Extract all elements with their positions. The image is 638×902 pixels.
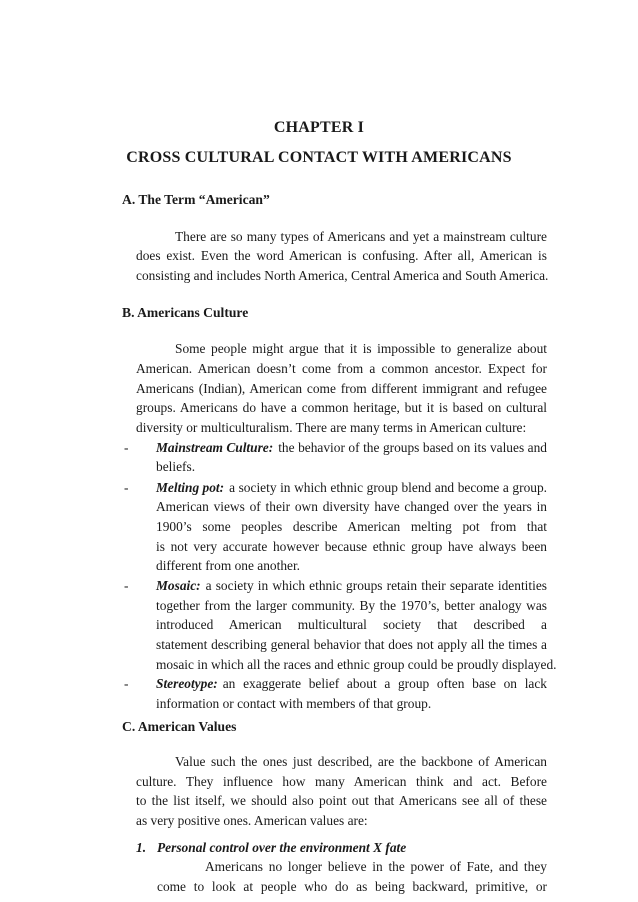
section-c-line-3: to the list itself, we should also point out that Americans see all of these bbox=[136, 793, 547, 808]
bullet-continuation: beliefs. bbox=[156, 459, 196, 474]
bullet-text: a society in which ethnic groups retain their separate identities bbox=[205, 578, 547, 593]
value-item-line-1: Americans no longer believe in the power of Fate, and they bbox=[205, 859, 547, 874]
bullet-stereotype bbox=[156, 674, 547, 694]
bullet-dash: - bbox=[124, 676, 129, 691]
section-c-line-4: as very positive ones. American values are: bbox=[136, 813, 368, 828]
bullet-text: a society in which ethnic group blend and become a group. bbox=[229, 480, 547, 495]
term-melting-pot: Melting pot: bbox=[156, 480, 225, 495]
bullet-continuation: together from the larger community. By the 1970’s, better analogy was bbox=[156, 598, 547, 613]
bullet-mosaic bbox=[156, 576, 547, 596]
section-a-line-3: consisting and includes North America, Central America and South America. bbox=[136, 268, 549, 283]
bullet-continuation: American views of their own diversity have changed over the years in bbox=[156, 499, 547, 514]
bullet-continuation: information or contact with members of that group. bbox=[156, 696, 432, 711]
bullet-dash: - bbox=[124, 578, 129, 593]
bullet-dash: - bbox=[124, 440, 129, 455]
term-mainstream-culture: Mainstream Culture: bbox=[156, 440, 274, 455]
section-c-line-2: culture. They influence how many American think and act. Before bbox=[136, 774, 547, 789]
bullet-melting-pot bbox=[156, 478, 547, 498]
chapter-number: CHAPTER I bbox=[273, 119, 365, 136]
term-mosaic: Mosaic: bbox=[156, 578, 201, 593]
section-a-heading: A. The Term “American” bbox=[122, 192, 270, 207]
bullet-text: the behavior of the groups based on its values and bbox=[278, 440, 547, 455]
bullet-continuation: 1900’s some peoples describe American melting pot from that bbox=[156, 519, 547, 534]
value-item-title: Personal control over the environment X fate bbox=[157, 840, 407, 855]
bullet-text: an exaggerate belief about a group often base on lack bbox=[222, 676, 547, 691]
bullet-continuation: different from one another. bbox=[156, 558, 301, 573]
section-b-line-4: groups. Americans do have a common heritage, but it is based on cultural bbox=[136, 400, 547, 415]
value-item-number: 1. bbox=[136, 840, 147, 855]
term-stereotype: Stereotype: bbox=[156, 676, 218, 691]
section-c-line-1: Value such the ones just described, are the backbone of American bbox=[175, 754, 547, 769]
section-b-line-5: diversity or multiculturalism. There are many terms in American culture: bbox=[136, 420, 527, 435]
section-b-heading: B. Americans Culture bbox=[122, 305, 249, 320]
section-b-line-1: Some people might argue that it is impossible to generalize about bbox=[175, 341, 547, 356]
bullet-continuation: is not very accurate however because ethnic group have always been bbox=[156, 539, 547, 554]
bullet-mainstream-culture bbox=[156, 438, 547, 458]
section-a-line-2: does exist. Even the word American is confusing. After all, American is bbox=[136, 248, 547, 263]
value-item-line-2: come to look at people who do as being backward, primitive, or bbox=[157, 879, 547, 894]
section-a-line-1: There are so many types of Americans and yet a mainstream culture bbox=[175, 229, 547, 244]
section-b-line-3: Americans (Indian), American come from different immigrant and refugee bbox=[136, 381, 547, 396]
bullet-dash: - bbox=[124, 480, 129, 495]
section-c-heading: C. American Values bbox=[122, 719, 237, 734]
section-b-line-2: American. American doesn’t come from a common ancestor. Expect for bbox=[136, 361, 547, 376]
bullet-continuation: mosaic in which all the races and ethnic group could be proudly displayed. bbox=[156, 657, 557, 672]
chapter-title: CROSS CULTURAL CONTACT WITH AMERICANS bbox=[126, 149, 512, 166]
bullet-continuation: introduced American multicultural society that described a bbox=[156, 617, 547, 632]
bullet-continuation: statement describing general behavior that does not apply all the times a bbox=[156, 637, 547, 652]
